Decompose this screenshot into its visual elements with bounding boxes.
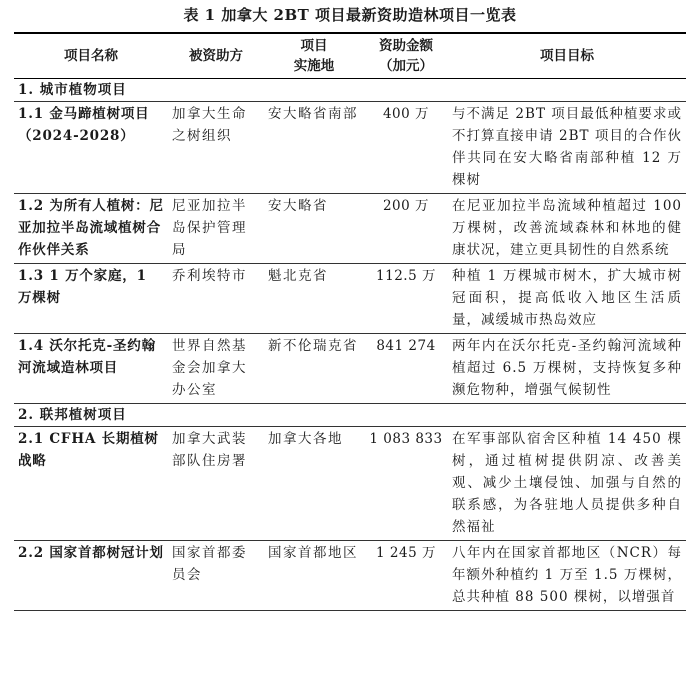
funding-amount: 200 万 [364,194,448,264]
table-header [14,33,686,79]
project-name: 1.2 为所有人植树：尼亚加拉半岛流域植树合作伙伴关系 [14,194,168,264]
project-goal: 种植 1 万棵城市树木，扩大城市树冠面积，提高低收入地区生活质量，减缓城市热岛效应 [448,264,686,334]
funded-party: 世界自然基金会加拿大办公室 [168,334,264,404]
table-row [14,334,686,404]
header-site-line1: 项目 [300,38,328,54]
section-row [14,404,686,427]
table-row [14,427,686,541]
section-title: 2. 联邦植树项目 [14,404,686,427]
funding-amount: 1 083 833 [364,427,448,541]
header-goal: 项目目标 [448,33,686,79]
funding-amount: 841 274 [364,334,448,404]
header-site-line2: 实施地 [293,58,335,74]
header-site [264,33,364,79]
header-name: 项目名称 [14,33,168,79]
project-name: 1.1 金马蹄植树项目（2024-2028） [14,102,168,194]
project-goal: 在尼亚加拉半岛流域种植超过 100 万棵树，改善流域森林和林地的健康状况，建立更具韧性的自然系统 [448,194,686,264]
project-site: 加拿大各地 [264,427,364,541]
header-amount-line1: 资助金额 [379,38,433,54]
section-row [14,79,686,102]
table-row [14,102,686,194]
header-amount [364,33,448,79]
table-row [14,264,686,334]
project-goal: 在军事部队宿舍区种植 14 450 棵树，通过植树提供阴凉、改善美观、减少土壤侵蚀、加强与自然的联系感，为各驻地人员提供多种自然福祉 [448,427,686,541]
project-site: 新不伦瑞克省 [264,334,364,404]
funded-party: 乔利埃特市 [168,264,264,334]
funding-amount: 400 万 [364,102,448,194]
table-caption: 表 1 加拿大 2BT 项目最新资助造林项目一览表 [183,6,517,24]
project-site: 安大略省 [264,194,364,264]
project-site: 国家首都地区 [264,541,364,611]
section-title: 1. 城市植物项目 [14,79,686,102]
project-site: 魁北克省 [264,264,364,334]
table-row [14,194,686,264]
header-amount-line2: （加元） [379,58,433,74]
project-goal: 与不满足 2BT 项目最低种植要求或不打算直接申请 2BT 项目的合作伙伴共同在安大略省南部种植 12 万棵树 [448,102,686,194]
table-row [14,541,686,611]
funded-party: 尼亚加拉半岛保护管理局 [168,194,264,264]
project-name: 2.1 CFHA 长期植树战略 [14,427,168,541]
funded-party: 加拿大生命之树组织 [168,102,264,194]
project-name: 1.4 沃尔托克-圣约翰河流域造林项目 [14,334,168,404]
project-name: 2.2 国家首都树冠计划 [14,541,168,611]
project-site: 安大略省南部 [264,102,364,194]
table-body [14,79,686,611]
project-goal: 两年内在沃尔托克-圣约翰河流域种植超过 6.5 万棵树，支持恢复多种濒危物种，增强气候韧性 [448,334,686,404]
funding-amount: 112.5 万 [364,264,448,334]
funding-amount: 1 245 万 [364,541,448,611]
funded-party: 加拿大武装部队住房署 [168,427,264,541]
project-name: 1.3 1 万个家庭，1 万棵树 [14,264,168,334]
project-goal: 八年内在国家首都地区（NCR）每年额外种植约 1 万至 1.5 万棵树，总共种植 88 500 棵树，以增强首 [448,541,686,611]
header-funded: 被资助方 [168,33,264,79]
funding-table [14,32,686,611]
funded-party: 国家首都委员会 [168,541,264,611]
